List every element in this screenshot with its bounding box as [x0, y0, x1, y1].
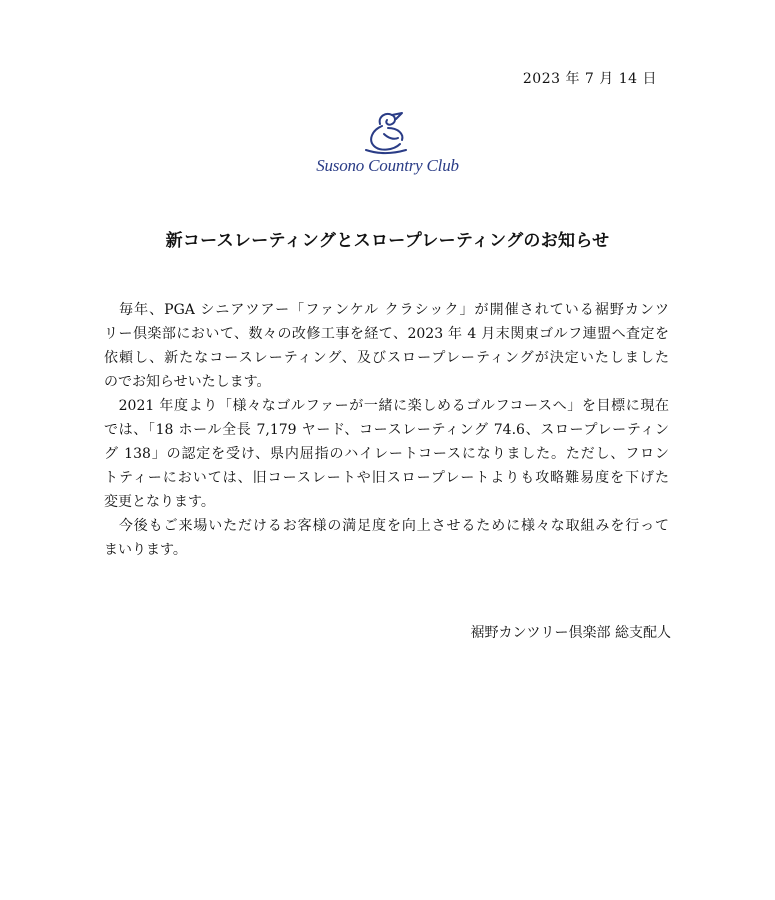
- document-title: 新コースレーティングとスロープレーティングのお知らせ: [165, 231, 610, 251]
- body-line: 毎年、PGA シニアツアー「ファンケル クラシック」が開催されている裾野カンツ: [104, 302, 669, 318]
- body-line: まいります。: [104, 542, 187, 558]
- body-line: 変更となります。: [104, 494, 215, 510]
- signature: 裾野カンツリー倶楽部 総支配人: [470, 625, 671, 641]
- document-date: 2023 年 7 月 14 日: [522, 71, 657, 87]
- body-line: 依頼し、新たなコースレーティング、及びスロープレーティングが決定いたしました: [104, 350, 669, 366]
- club-logo-text: Susono Country Club: [316, 156, 459, 175]
- document-body: [104, 298, 669, 562]
- body-line: リー倶楽部において、数々の改修工事を経て、2023 年 4 月末関東ゴルフ連盟へ査定を: [104, 326, 669, 342]
- body-line: 2021 年度より「様々なゴルファーが一緒に楽しめるゴルフコースへ」を目標に現在: [104, 398, 669, 414]
- club-emblem-icon: [358, 110, 418, 156]
- body-line: のでお知らせいたします。: [104, 374, 271, 390]
- body-line: トティーにおいては、旧コースレートや旧スロープレートよりも攻略難易度を下げた: [104, 470, 669, 486]
- club-logo: [0, 110, 775, 176]
- body-line: では、「18 ホール全長 7,179 ヤード、コースレーティング 74.6、スロープレーティン: [104, 422, 669, 438]
- body-line: 今後もご来場いただけるお客様の満足度を向上させるために様々な取組みを行って: [104, 518, 669, 534]
- body-line: グ 138」の認定を受け、県内屈指のハイレートコースになりました。ただし、フロン: [104, 446, 669, 462]
